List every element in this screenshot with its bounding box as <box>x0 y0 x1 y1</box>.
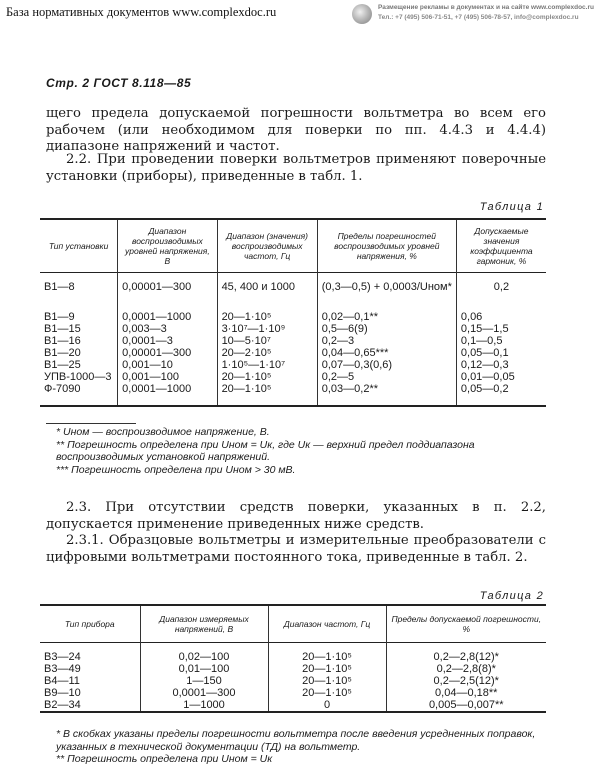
table-row <box>40 687 546 699</box>
footnote: ** Погрешность определена при Uном = Uк, где Uк — верхний предел поддиапазона воспроизводимых установкой напряжений. <box>56 438 475 463</box>
table-cell: 20—1·10⁵ <box>268 663 386 675</box>
table-1-header: Пределы погрешностей воспроизводимых уровней напряжения, % <box>317 219 456 273</box>
table-cell: В2—34 <box>40 699 140 712</box>
table-2-caption: Таблица 2 <box>479 590 544 602</box>
table-1-header-row <box>40 219 546 273</box>
paragraph-2-3: 2.3. При отсутствии средств поверки, указанных в п. 2.2, допускается применение приведенных ниже средств. <box>46 500 546 532</box>
table-cell: В1—20 <box>40 347 118 359</box>
table-row <box>40 311 546 323</box>
table-cell: В1—25 <box>40 359 118 371</box>
table-cell: 20—1·10⁵ <box>268 675 386 687</box>
table-cell: (0,3—0,5) + 0,0003/Uном* <box>317 273 456 302</box>
table-row <box>40 699 546 712</box>
table-row <box>40 347 546 359</box>
table-cell: 0,2 <box>456 273 546 302</box>
table-cell: В4—11 <box>40 675 140 687</box>
table-cell: 0,00001—300 <box>118 273 217 302</box>
table-cell: 1·10⁵—1·10⁷ <box>217 359 317 371</box>
table-1-caption: Таблица 1 <box>479 201 544 213</box>
table-cell: В1—8 <box>40 273 118 302</box>
table-cell: 20—1·10⁵ <box>217 371 317 383</box>
table-1-header: Диапазон воспроизводимых уровней напряжения, В <box>118 219 217 273</box>
table-cell: 0,2—3 <box>317 335 456 347</box>
table-cell: 0,01—0,05 <box>456 371 546 383</box>
table-1-header: Допускаемые значения коэффициента гармоник, % <box>456 219 546 273</box>
table-cell: 0,02—0,1** <box>317 311 456 323</box>
paragraph-continuation: щего предела допускаемой погрешности вольтметра во всем его рабочем (или необходимом для поверки по пп. 4.4.3 и 4.4.4) диапазоне напряжений и частот. <box>46 106 546 154</box>
table-1-footnotes <box>56 426 536 476</box>
table-cell: 0,0001—1000 <box>118 383 217 395</box>
table-cell: 20—1·10⁵ <box>268 651 386 663</box>
footnote-rule <box>46 423 136 424</box>
table-cell: 0,0001—300 <box>140 687 268 699</box>
footnote: *** Погрешность определена при Uном > 30 мВ. <box>56 463 296 476</box>
table-cell: 20—2·10⁵ <box>217 347 317 359</box>
table-cell: 0,01—100 <box>140 663 268 675</box>
table-cell: 0,04—0,65*** <box>317 347 456 359</box>
table-2-header: Диапазон измеряемых напряжений, В <box>140 605 268 643</box>
complexdoc-logo-icon <box>352 4 372 24</box>
advert-line-1: Размещение рекламы в документах и на сайте www.complexdoc.ru <box>378 4 594 11</box>
table-cell: 20—1·10⁵ <box>217 311 317 323</box>
table-cell: 0,15—1,5 <box>456 323 546 335</box>
table-cell: 0,001—10 <box>118 359 217 371</box>
table-cell: 10—5·10⁷ <box>217 335 317 347</box>
footnote: * Uном — воспроизводимое напряжение, В. <box>56 426 270 438</box>
footnote: ** Погрешность определена при Uном = Uк <box>56 753 273 765</box>
page-header: Стр. 2 ГОСТ 8.118—85 <box>46 76 192 90</box>
table-cell: 0,5—6(9) <box>317 323 456 335</box>
table-cell: 0,05—0,2 <box>456 383 546 395</box>
table-2-header: Пределы допускаемой погрешности, % <box>386 605 546 643</box>
table-row <box>40 273 546 302</box>
table-cell: 0 <box>268 699 386 712</box>
table-cell: В1—15 <box>40 323 118 335</box>
table-cell: В3—24 <box>40 651 140 663</box>
table-cell: 1—1000 <box>140 699 268 712</box>
table-row <box>40 359 546 371</box>
table-cell: В9—10 <box>40 687 140 699</box>
table-2-footnotes <box>56 728 536 766</box>
table-cell: Ф-7090 <box>40 383 118 395</box>
table-row <box>40 371 546 383</box>
table-cell: 0,07—0,3(0,6) <box>317 359 456 371</box>
table-2-header: Диапазон частот, Гц <box>268 605 386 643</box>
table-cell: В3—49 <box>40 663 140 675</box>
table-cell: 0,03—0,2** <box>317 383 456 395</box>
table-cell: 0,2—2,8(12)* <box>386 651 546 663</box>
table-cell: 0,2—2,5(12)* <box>386 675 546 687</box>
paragraph-2-3-block <box>46 500 546 566</box>
paragraph-2-2: 2.2. При проведении поверки вольтметров применяют поверочные установки (приборы), приведенные в табл. 1. <box>46 152 546 184</box>
table-cell: 0,2—5 <box>317 371 456 383</box>
table-row <box>40 675 546 687</box>
table-cell: 0,00001—300 <box>118 347 217 359</box>
table-cell: 0,02—100 <box>140 651 268 663</box>
table-1-header: Тип установки <box>40 219 118 273</box>
table-cell: 0,0001—1000 <box>118 311 217 323</box>
table-2-header-row <box>40 605 546 643</box>
table-1-header: Диапазон (значения) воспроизводимых частот, Гц <box>217 219 317 273</box>
table-1 <box>40 218 546 407</box>
table-cell: 0,05—0,1 <box>456 347 546 359</box>
table-row <box>40 323 546 335</box>
table-cell: 20—1·10⁵ <box>217 383 317 395</box>
table-cell: 0,06 <box>456 311 546 323</box>
paragraph-2-3-1: 2.3.1. Образцовые вольтметры и измерительные преобразователи с цифровыми вольтметрами постоянного тока, приведенные в табл. 2. <box>46 533 546 565</box>
table-row <box>40 663 546 675</box>
table-cell: 0,04—0,18** <box>386 687 546 699</box>
advert-line-2: Тел.: +7 (495) 506-71-51, +7 (495) 506-78-57, info@complexdoc.ru <box>378 14 579 21</box>
table-cell: УПВ-1000—3 <box>40 371 118 383</box>
table-row <box>40 335 546 347</box>
table-row <box>40 383 546 395</box>
table-cell: В1—16 <box>40 335 118 347</box>
table-cell: 0,12—0,3 <box>456 359 546 371</box>
table-cell: 0,003—3 <box>118 323 217 335</box>
table-cell: 45, 400 и 1000 <box>217 273 317 302</box>
table-row <box>40 651 546 663</box>
table-cell: 0,001—100 <box>118 371 217 383</box>
table-cell: 3·10⁷—1·10⁹ <box>217 323 317 335</box>
table-cell: 20—1·10⁵ <box>268 687 386 699</box>
table-cell: 1—150 <box>140 675 268 687</box>
table-cell: 0,005—0,007** <box>386 699 546 712</box>
table-cell: В1—9 <box>40 311 118 323</box>
site-banner-text[interactable]: База нормативных документов www.complexdoc.ru <box>6 5 277 19</box>
table-2-header: Тип прибора <box>40 605 140 643</box>
table-cell: 0,0001—3 <box>118 335 217 347</box>
table-cell: 0,1—0,5 <box>456 335 546 347</box>
footnote: * В скобках указаны пределы погрешности вольтметра после введения усредненных поправок, указанных в технической документации (ТД) на вольтметр. <box>56 728 536 753</box>
table-cell: 0,2—2,8(8)* <box>386 663 546 675</box>
table-2 <box>40 604 546 713</box>
